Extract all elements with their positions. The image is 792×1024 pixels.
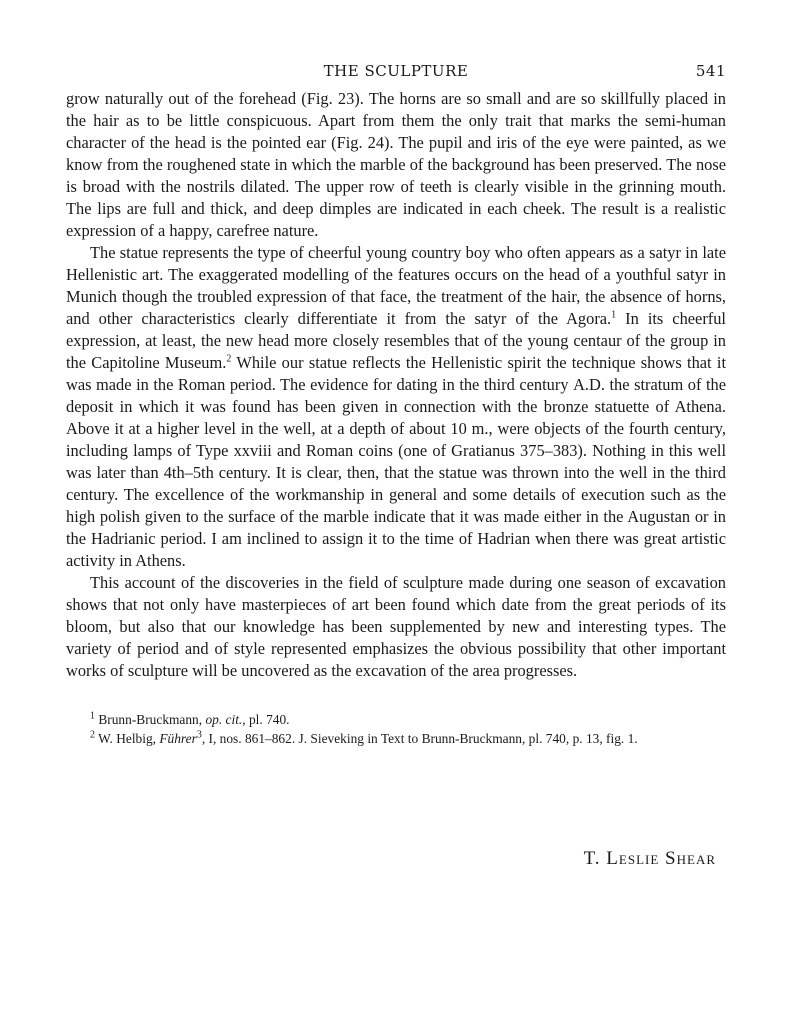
footnote-2-edition: 3 (196, 729, 202, 741)
footnote-1-italic: op. cit. (205, 712, 243, 727)
footnote-2-italic: Führer (159, 731, 197, 746)
paragraph-1 (66, 88, 726, 242)
paragraph-2-text-b: In its cheerful expression, at least, the new head more closely resembles that of the young centaur of the group in the Capitoline Museum. (66, 309, 726, 372)
body-text (66, 88, 726, 682)
paragraph-2-text-d: the stratum of the deposit in which it was found has been given in connection with the bronze statuette of Athena. Above it at a higher level in the well, at a depth of about 10 m., were objects of the fourth century, including lamps of Type xxviii and Roman coins (one of Gratianus 375–383). Nothing in this well was later than 4th–5th century. It is clear, then, that the statue was thrown into the well in the third century. The excellence of the workmanship in general and some details of execution such as the high polish given to the surface of the marble indicate that it was made either in the Augustan or in the Hadrianic period. I am inclined to assign it to the time of Hadrian when there was great artistic activity in Athens. (66, 375, 726, 570)
paragraph-1-text: grow naturally out of the forehead (Fig. 23). The horns are so small and are so skillfully placed in the hair as to be little conspicuous. Apart from them the only trait that marks the semi-human character of the head is the pointed ear (Fig. 24). The pupil and iris of the eye were painted, as we know from the roughened state in which the marble of the background has been preserved. The nose is broad with the nostrils dilated. The upper row of teeth is clearly visible in the grinning mouth. The lips are full and thick, and deep dimples are indicated in each cheek. The result is a realistic expression of a happy, carefree nature. (66, 89, 726, 240)
footnote-2 (66, 729, 726, 748)
page (66, 58, 726, 748)
footnotes (66, 710, 726, 748)
paragraph-2-text-a: The statue represents the type of cheerful young country boy who often appears as a satyr in late Hellenistic art. The exaggerated modelling of the features occurs on the head of a youthful satyr in Munich though the troubled expression of that face, the treatment of the hair, the absence of horns, and other characteristics clearly differentiate it from the satyr of the Agora. (66, 243, 726, 328)
paragraph-2 (66, 242, 726, 572)
paragraph-3 (66, 572, 726, 682)
author-signature: T. Leslie Shear (583, 848, 716, 869)
footnote-ref-1: 1 (611, 309, 617, 321)
footnote-ref-2: 2 (226, 353, 232, 365)
footnote-1-post: , pl. 740. (242, 712, 290, 727)
running-title: THE SCULPTURE (323, 62, 469, 80)
page-number: 541 (695, 62, 726, 80)
era-abbrev: A.D. (573, 375, 605, 394)
footnote-1-number: 1 (90, 710, 95, 722)
running-head (66, 58, 726, 88)
footnote-2-post: , I, nos. 861–862. J. Sieveking in Text to Brunn-Bruckmann, pl. 740, p. 13, fig. 1. (201, 731, 638, 746)
footnote-1-pre: Brunn-Bruckmann, (95, 712, 206, 727)
footnote-1 (66, 710, 726, 729)
paragraph-3-text: This account of the discoveries in the field of sculpture made during one season of excavation shows that not only have masterpieces of art been found which date from the great periods of its bloom, but also that our knowledge has been supplemented by new and interesting types. The variety of period and of style represented emphasizes the obvious possibility that other important works of sculpture will be uncovered as the excavation of the area progresses. (66, 573, 726, 680)
paragraph-2-text-c: While our statue reflects the Hellenistic spirit the technique shows that it was made in the Roman period. The evidence for dating in the third century (66, 353, 726, 394)
footnote-2-number: 2 (90, 729, 95, 741)
footnote-2-pre: W. Helbig, (95, 731, 160, 746)
